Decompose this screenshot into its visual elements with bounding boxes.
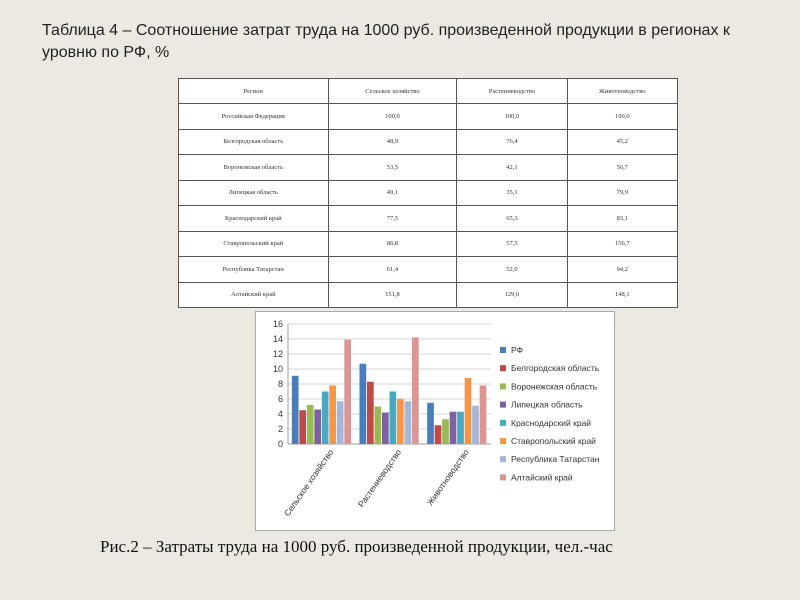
legend-label: РФ (511, 345, 524, 355)
livestock-cell: 100,0 (567, 104, 677, 130)
bar-8-1 (344, 340, 351, 444)
livestock-cell: 56,7 (567, 155, 677, 181)
bar-3-3 (442, 419, 449, 444)
table-row (179, 206, 678, 232)
y-tick-label: 16 (272, 319, 283, 329)
legend-swatch (500, 420, 506, 426)
crops-cell: 129,0 (457, 282, 567, 308)
agriculture-cell: 48,9 (328, 129, 457, 155)
region-cell: Ставропольский край (179, 231, 329, 257)
region-cell: Краснодарский край (179, 206, 329, 232)
labor-cost-table-container (178, 78, 678, 308)
table-row (179, 282, 678, 308)
bar-2-1 (299, 410, 306, 444)
bar-7-2 (405, 401, 412, 444)
table-row (179, 129, 678, 155)
y-tick-label: 0 (277, 439, 283, 449)
legend-swatch (500, 402, 506, 408)
bar-2-2 (367, 382, 374, 444)
y-tick-label: 2 (277, 424, 283, 434)
y-tick-label: 12 (272, 349, 283, 359)
y-tick-label: 10 (272, 364, 283, 374)
bar-4-3 (450, 412, 457, 444)
bar-1-1 (292, 376, 299, 444)
table-body (179, 104, 678, 308)
y-tick-label: 14 (272, 334, 283, 344)
table-row (179, 104, 678, 130)
bar-5-1 (322, 392, 329, 445)
region-cell: Воронежская область (179, 155, 329, 181)
legend-label: Ставропольский край (511, 436, 596, 446)
legend-label: Республика Татарстан (511, 454, 600, 465)
legend-swatch (500, 383, 506, 389)
table-row (179, 231, 678, 257)
column-header-region: Регион (179, 79, 329, 104)
bar-7-1 (337, 401, 344, 444)
agriculture-cell: 151,8 (328, 282, 457, 308)
crops-cell: 65,3 (457, 206, 567, 232)
bar-8-3 (480, 386, 487, 445)
legend-swatch (500, 438, 506, 444)
bar-3-2 (375, 407, 382, 445)
region-cell: Республика Татарстан (179, 257, 329, 283)
legend-label: Липецкая область (511, 399, 583, 410)
chart-svg (256, 312, 614, 530)
bar-2-3 (435, 425, 442, 444)
bar-1-3 (427, 403, 434, 444)
legend-label: Краснодарский край (511, 417, 592, 428)
bar-5-3 (457, 412, 464, 444)
y-tick-label: 8 (277, 379, 283, 389)
table-row (179, 257, 678, 283)
x-category-label: Животноводство (424, 447, 471, 508)
labor-cost-chart (255, 311, 615, 531)
livestock-cell: 45,2 (567, 129, 677, 155)
bar-3-1 (307, 405, 314, 444)
region-cell: Липецкая область (179, 180, 329, 206)
bar-6-2 (397, 399, 404, 444)
y-tick-label: 4 (277, 409, 283, 419)
crops-cell: 57,5 (457, 231, 567, 257)
x-category-label: Сельское хозяйство (281, 447, 336, 519)
slide-title: Таблица 4 – Соотношение затрат труда на 1000 руб. произведенной продукции в регионах к уровню по РФ, % (42, 22, 730, 61)
legend-swatch (500, 474, 506, 480)
legend-label: Воронежская область (511, 381, 598, 392)
crops-cell: 35,1 (457, 180, 567, 206)
livestock-cell: 156,7 (567, 231, 677, 257)
agriculture-cell: 77,5 (328, 206, 457, 232)
bar-4-1 (314, 410, 321, 445)
column-header-agriculture: Сельское хозяйство (328, 79, 457, 104)
crops-cell: 52,0 (457, 257, 567, 283)
labor-cost-table (178, 78, 678, 308)
bar-6-3 (465, 378, 472, 444)
crops-cell: 100,0 (457, 104, 567, 130)
legend-swatch (500, 456, 506, 462)
legend-swatch (500, 365, 506, 371)
bar-5-2 (390, 392, 397, 445)
legend-swatch (500, 347, 506, 353)
table-row (179, 180, 678, 206)
legend-label: Белгородская область (511, 363, 600, 374)
crops-cell: 76,4 (457, 129, 567, 155)
legend-label: Алтайский край (511, 472, 573, 483)
figure-caption: Рис.2 – Затраты труда на 1000 руб. произведенной продукции, чел.-час (100, 537, 613, 556)
column-header-crops: Растениеводство (457, 79, 567, 104)
table-row (179, 155, 678, 181)
livestock-cell: 79,9 (567, 180, 677, 206)
livestock-cell: 83,1 (567, 206, 677, 232)
table-header-row (179, 79, 678, 104)
livestock-cell: 94,2 (567, 257, 677, 283)
bar-6-1 (329, 386, 336, 445)
x-category-label: Растениеводство (355, 447, 404, 510)
agriculture-cell: 86,8 (328, 231, 457, 257)
agriculture-cell: 100,0 (328, 104, 457, 130)
livestock-cell: 148,1 (567, 282, 677, 308)
crops-cell: 42,1 (457, 155, 567, 181)
column-header-livestock: Животноводство (567, 79, 677, 104)
bar-4-2 (382, 413, 389, 445)
agriculture-cell: 61,4 (328, 257, 457, 283)
bar-8-2 (412, 338, 419, 445)
agriculture-cell: 53,5 (328, 155, 457, 181)
agriculture-cell: 49,1 (328, 180, 457, 206)
region-cell: Российская Федерация (179, 104, 329, 130)
y-tick-label: 6 (277, 394, 283, 404)
bar-1-2 (360, 364, 367, 444)
region-cell: Алтайский край (179, 282, 329, 308)
region-cell: Белгородская область (179, 129, 329, 155)
bar-7-3 (472, 406, 479, 444)
